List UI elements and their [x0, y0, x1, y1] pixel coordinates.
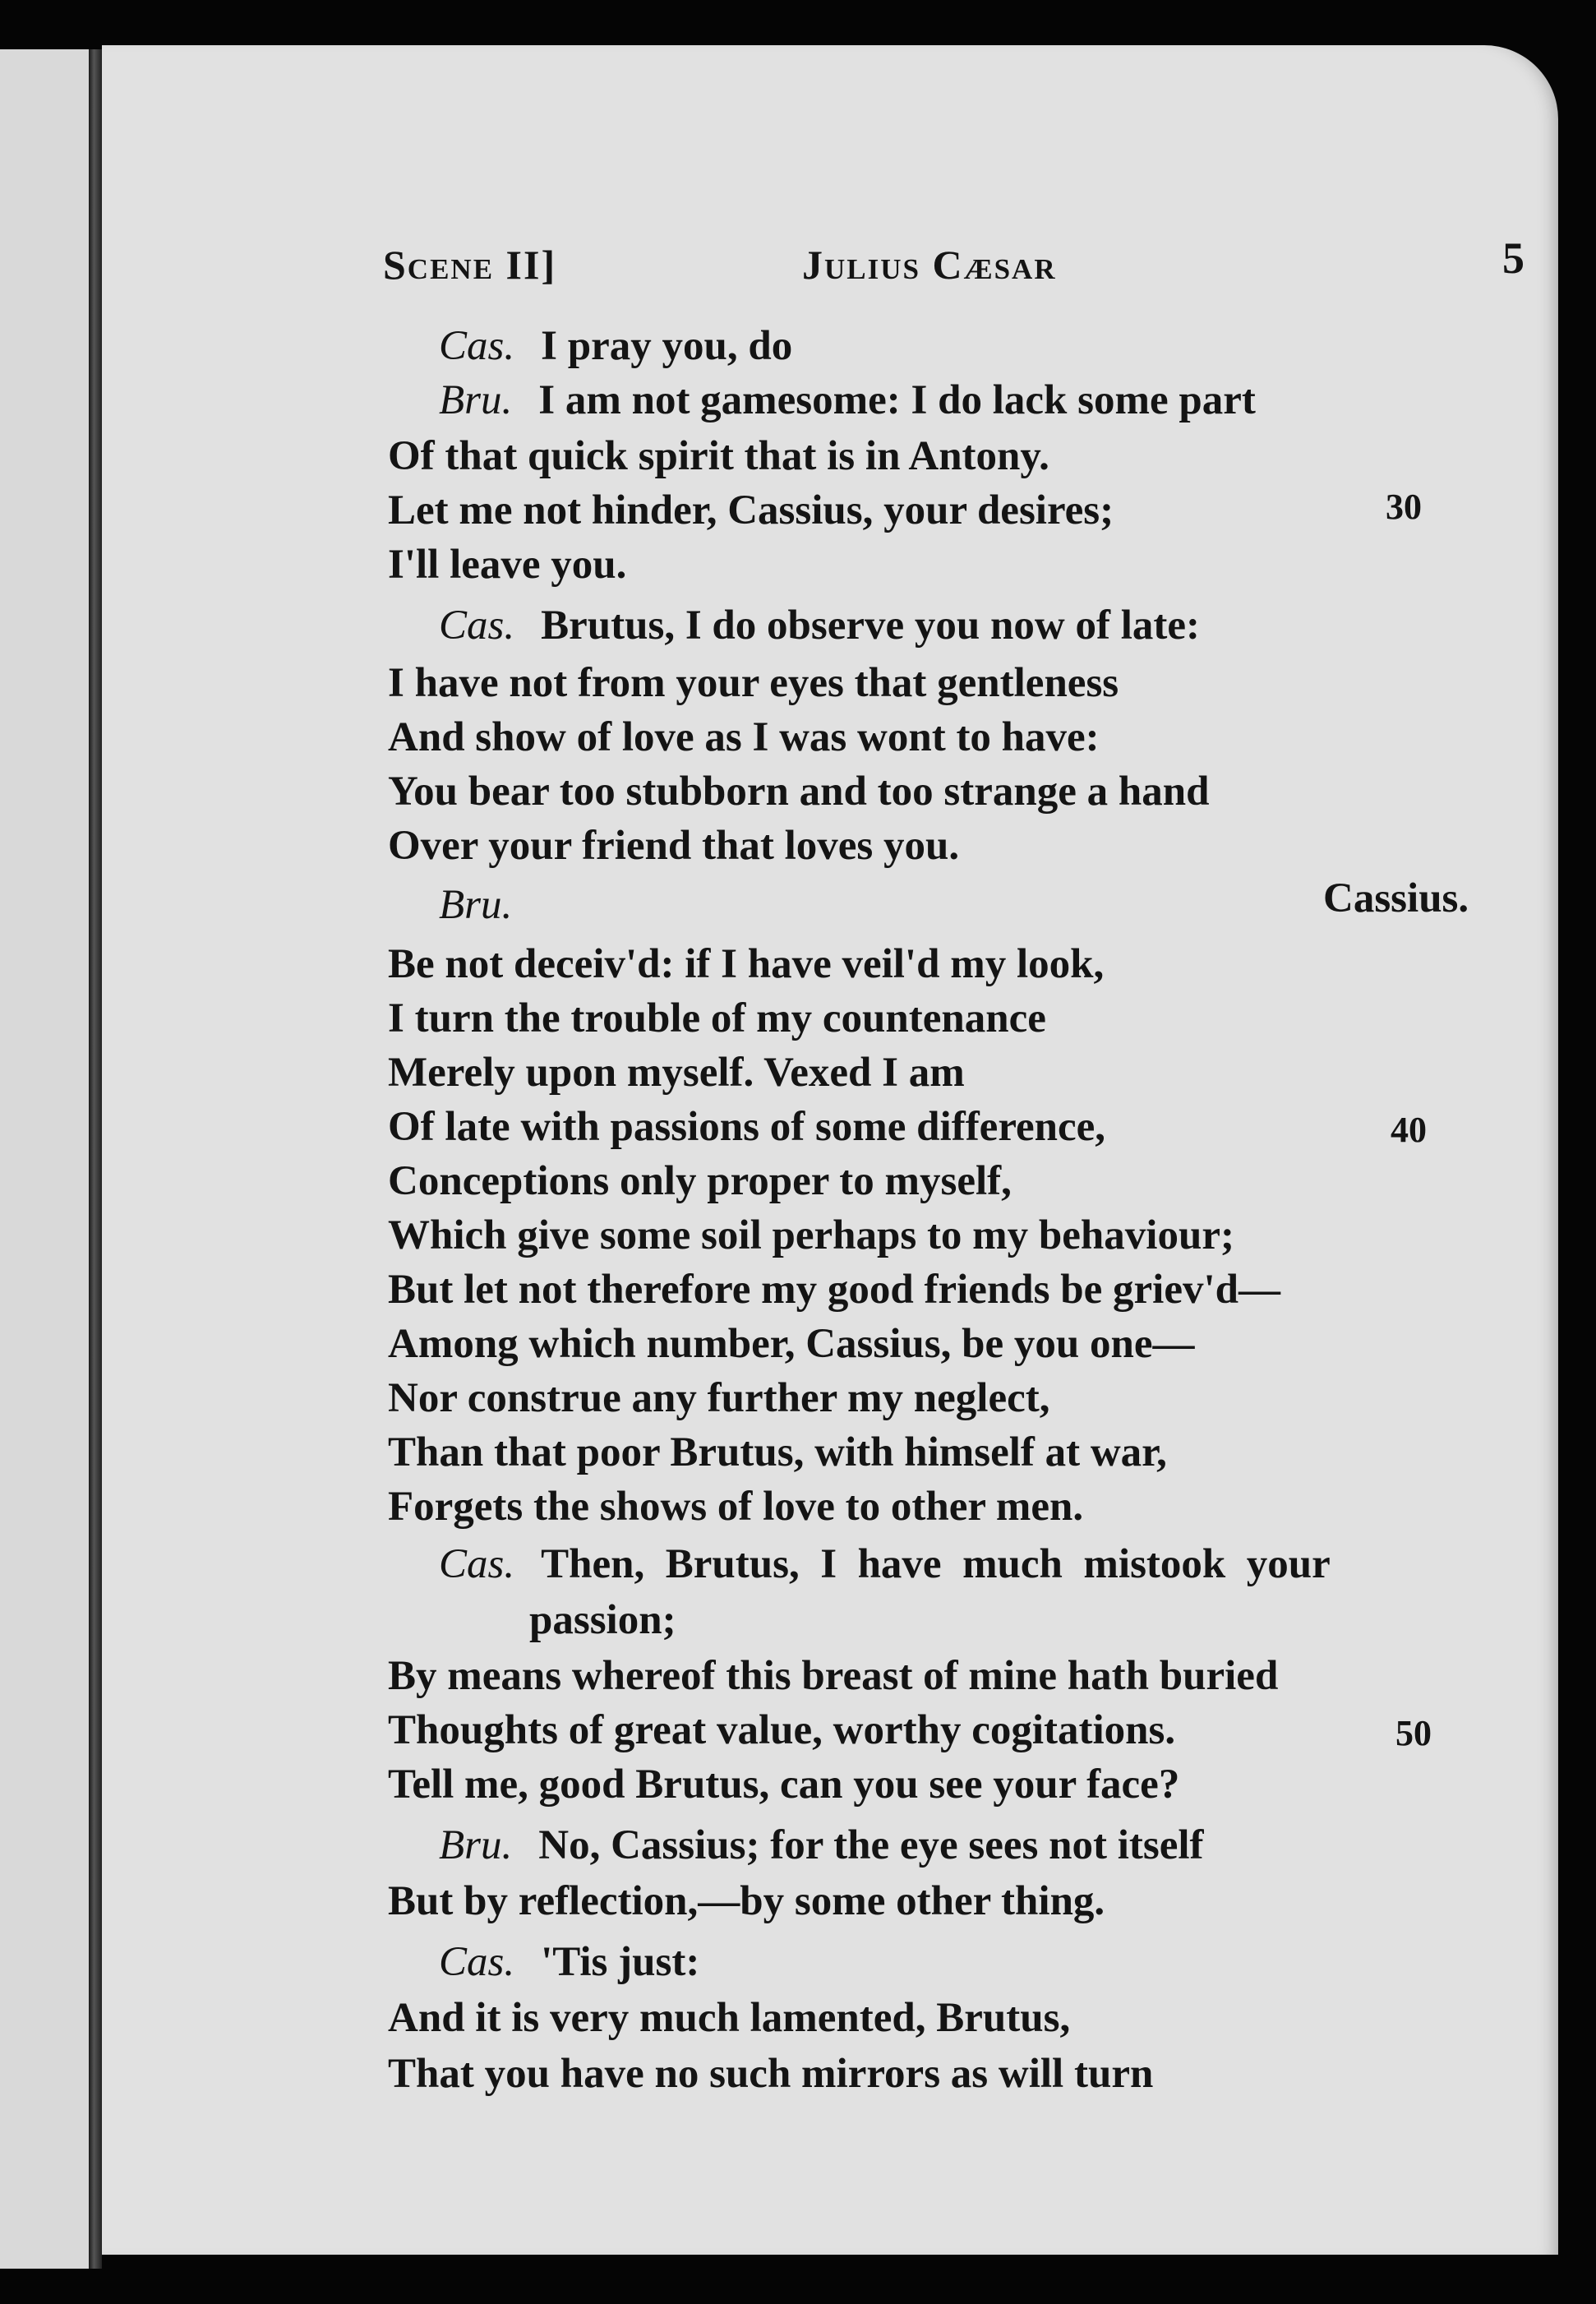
verse-line [388, 940, 1104, 989]
play-title: Julius Cæsar [802, 242, 1057, 288]
speaker-label: Cas. [439, 1541, 515, 1587]
verse-line [439, 321, 792, 371]
verse-text: Among which number, Cassius, be you one— [388, 1321, 1195, 1367]
book-page [102, 45, 1558, 2255]
scene-label: Scene II] [383, 242, 557, 288]
verse-text: And it is very much lamented, Brutus, [388, 1995, 1071, 2041]
page-number: 5 [1502, 233, 1526, 283]
verse-line [439, 1937, 699, 1987]
verse-line [388, 1157, 1012, 1206]
verse-text: Which give some soil perhaps to my behaviour; [388, 1212, 1234, 1258]
verse-line [388, 1651, 1278, 1701]
speaker-label: Cas. [439, 323, 515, 369]
verse-line [388, 1428, 1167, 1477]
verse-text: I have not from your eyes that gentleness [388, 660, 1119, 706]
speaker-label: Cas. [439, 603, 515, 649]
verse-text: That you have no such mirrors as will turn [388, 2051, 1154, 2097]
verse-line [388, 1993, 1070, 2043]
verse-text: Conceptions only proper to myself, [388, 1158, 1012, 1204]
speaker-label: Bru. [439, 377, 513, 423]
verse-text: Over your friend that loves you. [388, 823, 960, 869]
running-header [102, 233, 1558, 290]
verse-text: 'Tis just: [541, 1939, 700, 1985]
verse-text: Nor construe any further my neglect, [388, 1375, 1050, 1421]
verse-line-continuation: Cassius. [1323, 875, 1469, 921]
speaker-label: Bru. [439, 882, 513, 928]
verse-line [388, 1877, 1105, 1926]
verse-text: And show of love as I was wont to have: [388, 714, 1100, 760]
verse-line [388, 1706, 1175, 1755]
verse-text: I am not gamesome: I do lack some part [538, 377, 1256, 423]
verse-text: Tell me, good Brutus, can you see your face? [388, 1761, 1180, 1808]
verse-text: By means whereof this breast of mine hath buried [388, 1653, 1279, 1699]
verse-line [388, 1482, 1083, 1531]
verse-line [388, 821, 959, 870]
verse-line [439, 601, 1200, 650]
verse-line [388, 767, 1209, 816]
verse-line [388, 1048, 965, 1097]
verse-line [388, 1319, 1194, 1369]
verse-line [388, 432, 1049, 481]
verse-text: Forgets the shows of love to other men. [388, 1484, 1084, 1530]
verse-text: Be not deceiv'd: if I have veil'd my look, [388, 941, 1105, 987]
verse-text: Merely upon myself. Vexed I am [388, 1050, 965, 1096]
verse-text: passion; [529, 1597, 676, 1643]
page-gutter [89, 49, 102, 2269]
verse-text: Then, Brutus, I have much mistook your [541, 1541, 1331, 1587]
verse-text: Let me not hinder, Cassius, your desires; [388, 487, 1114, 533]
book-spine [0, 49, 92, 2269]
verse-line [439, 1821, 1204, 1870]
verse-text: You bear too stubborn and too strange a hand [388, 769, 1210, 815]
line-number: 30 [1386, 487, 1422, 527]
verse-line [388, 1102, 1105, 1152]
verse-line [529, 1595, 676, 1645]
verse-line [388, 1265, 1280, 1314]
verse-text: No, Cassius; for the eye sees not itself [538, 1822, 1204, 1868]
verse-line [388, 994, 1046, 1043]
line-number: 40 [1391, 1110, 1427, 1150]
verse-line [388, 1374, 1049, 1423]
verse-text: Thoughts of great value, worthy cogitations. [388, 1707, 1176, 1753]
verse-line [388, 658, 1119, 708]
verse-text: I'll leave you. [388, 542, 627, 588]
verse-text: Of that quick spirit that is in Antony. [388, 433, 1049, 479]
verse-text: I turn the trouble of my countenance [388, 995, 1046, 1041]
line-number: 50 [1395, 1713, 1432, 1753]
verse-line [388, 2049, 1153, 2099]
verse-line [388, 713, 1100, 762]
speaker-label: Bru. [439, 1822, 513, 1868]
speaker-label: Cas. [439, 1939, 515, 1985]
verse-text: Brutus, I do observe you now of late: [541, 603, 1200, 649]
verse-line [388, 486, 1114, 535]
verse-text: I pray you, do [541, 323, 793, 369]
verse-line [388, 1760, 1179, 1809]
verse-text: Than that poor Brutus, with himself at war, [388, 1429, 1167, 1475]
verse-line [388, 540, 626, 589]
verse-line [439, 1540, 1331, 1589]
verse-text: But let not therefore my good friends be griev'd— [388, 1267, 1280, 1313]
verse-line [388, 1211, 1234, 1260]
verse-text: But by reflection,—by some other thing. [388, 1878, 1105, 1924]
verse-line [439, 376, 1256, 425]
verse-line [439, 880, 538, 930]
verse-text: Of late with passions of some difference, [388, 1104, 1106, 1150]
